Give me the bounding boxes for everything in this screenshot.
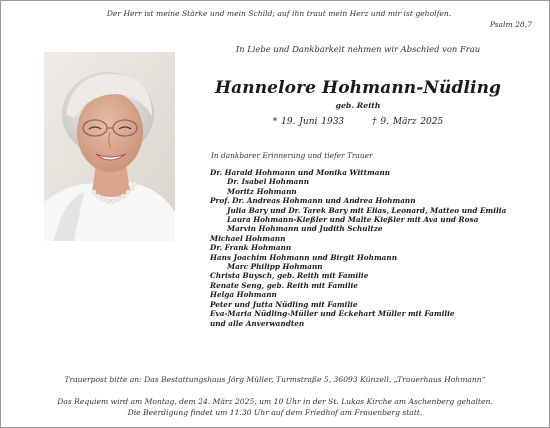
mourner-line: Marvin Hohmann und Judith Schultze — [227, 224, 383, 234]
birth-date: * 19. Juni 1933 — [272, 117, 345, 127]
requiem-line: Das Requiem wird am Montag, dem 24. März 2025, um 10 Uhr in der St. Lukas Kirche am Aschenberg gehalten. — [57, 397, 493, 406]
gratitude-line: In dankbarer Erinnerung und tiefer Trauer — [211, 151, 373, 160]
mourner-line: Dr. Harald Hohmann und Monika Wittmann — [210, 168, 391, 177]
mourner-line: Marc Philipp Hohmann — [227, 262, 323, 272]
mourner-line: und alle Anverwandten — [210, 318, 305, 328]
mourner-line: Michael Hohmann — [210, 233, 286, 243]
service-info — [0, 396, 550, 418]
mourner-line: Prof. Dr. Andreas Hohmann und Andrea Hohmann — [210, 196, 416, 206]
maiden-name: geb. Reith — [335, 101, 381, 110]
mourner-line: Hans Joachim Hohmann und Birgit Hohmann — [210, 252, 398, 262]
mourner-line: Dr. Frank Hohmann — [210, 243, 292, 253]
condolence-address: Trauerpost bitte an: Das Bestattungshaus Jörg Müller, Turmstraße 5, 36093 Künzell, „Trauerhaus Hohmann“ — [64, 375, 486, 384]
mourner-line: Eva-Maria Nüdling-Müller und Eckehart Müller mit Familie — [210, 309, 455, 319]
psalm-reference: Psalm 28,7 — [489, 20, 532, 29]
mourner-line: Julia Bary und Dr. Tarek Bary mit Elias, Leonard, Matteo und Emilia — [227, 205, 507, 215]
mourner-line: Laura Hohmann-Kießler und Malte Kießler mit Ava und Rosa — [227, 215, 479, 225]
mourner-line: Peter und Jutta Nüdling mit Familie — [210, 299, 358, 309]
intro-line: In Liebe und Dankbarkeit nehmen wir Abschied von Frau — [235, 44, 481, 54]
portrait-photo — [44, 52, 175, 241]
mourner-line: Moritz Hohmann — [227, 186, 297, 196]
mourner-line: Helga Hohmann — [210, 290, 277, 300]
burial-line: Die Beerdigung findet um 11.30 Uhr auf dem Friedhof am Frauenberg statt. — [127, 408, 423, 417]
mourners-list — [210, 168, 540, 328]
life-dates — [190, 117, 526, 127]
deceased-name: Hannelore Hohmann-Nüdling — [214, 78, 502, 98]
mourner-line: Dr. Isabel Hohmann — [227, 177, 310, 187]
psalm-quote: Der Herr ist meine Stärke und mein Schild; auf ihn traut mein Herz und mir ist geholfen. — [106, 9, 452, 18]
mourner-line: Renate Seng, geb. Reith mit Familie — [210, 280, 358, 290]
mourner-line: Christa Buysch, geb. Reith mit Familie — [210, 271, 369, 281]
portrait-illustration — [44, 52, 175, 241]
death-date: † 9. März 2025 — [372, 117, 444, 127]
